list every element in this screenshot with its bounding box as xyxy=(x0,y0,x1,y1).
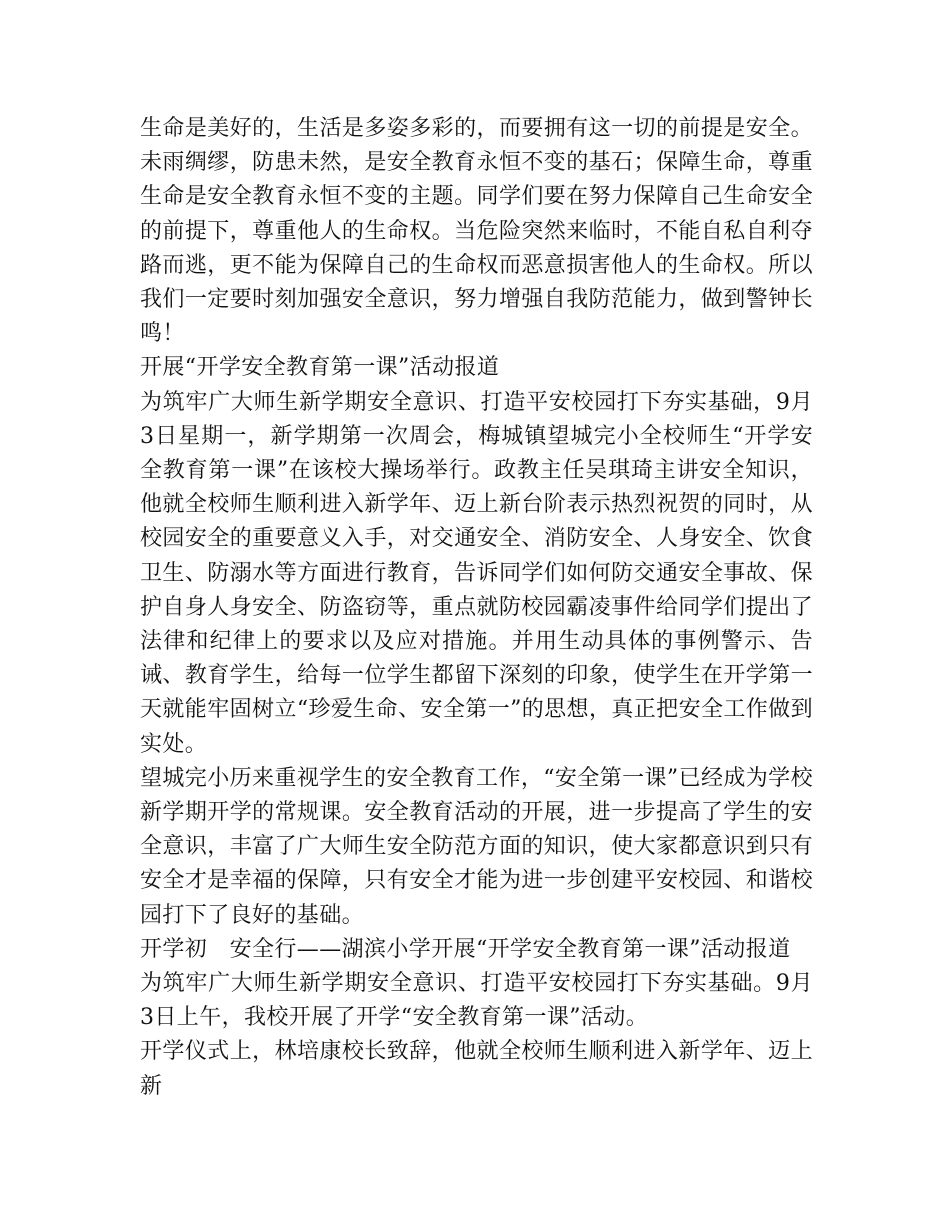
paragraph-intro: 生命是美好的，生活是多姿多彩的，而要拥有这一切的前提是安全。未雨绸缪，防患未然，是安全教育永恒不变的基石；保障生命，尊重生命是安全教育永恒不变的主题。同学们要在努力保障自己生命安全的前提下，尊重他人的生命权。当危险突然来临时，不能自私自利夺路而逃，更不能为保障自己的生命权而恶意损害他人的生命权。所以我们一定要时刻加强安全意识，努力增强自我防范能力，做到警钟长鸣！ xyxy=(140,116,813,347)
heading-report-2: 开学初 安全行——湖滨小学开展“开学安全教育第一课”活动报道 xyxy=(140,936,791,962)
paragraph-report-1-body: 为筑牢广大师生新学期安全意识、打造平安校园打下夯实基础，9月3日星期一，新学期第一次周会，梅城镇望城完小全校师生“开学安全教育第一课”在该校大操场举行。政教主任吴琪琦主讲安全知识，他就全校师生顺利进入新学年、迈上新台阶表示热烈祝贺的同时，从校园安全的重要意义入手，对交通安全、消防安全、人身安全、饮食卫生、防溺水等方面进行教育，告诉同学们如何防交通安全事故、保护自身人身安全、防盗窃等，重点就防校园霸凌事件给同学们提出了法律和纪律上的要求以及应对措施。并用生动具体的事例警示、告诫、教育学生，给每一位学生都留下深刻的印象，使学生在开学第一天就能牢固树立“珍爱生命、安全第一”的思想，真正把安全工作做到实处。 xyxy=(140,389,813,757)
document-body xyxy=(140,112,813,1104)
paragraph-report-2-ceremony: 开学仪式上，林培康校长致辞，他就全校师生顺利进入新学年、迈上新 xyxy=(140,1039,813,1099)
paragraph-report-2-body: 为筑牢广大师生新学期安全意识、打造平安校园打下夯实基础。9月3日上午，我校开展了开学“安全教育第一课”活动。 xyxy=(140,971,813,1031)
paragraph-report-1-summary: 望城完小历来重视学生的安全教育工作，“安全第一课”已经成为学校新学期开学的常规课。安全教育活动的开展，进一步提高了学生的安全意识，丰富了广大师生安全防范方面的知识，使大家都意识到只有安全才是幸福的保障，只有安全才能为进一步创建平安校园、和谐校园打下了良好的基础。 xyxy=(140,765,813,928)
heading-report-1: 开展“开学安全教育第一课”活动报道 xyxy=(140,355,500,381)
